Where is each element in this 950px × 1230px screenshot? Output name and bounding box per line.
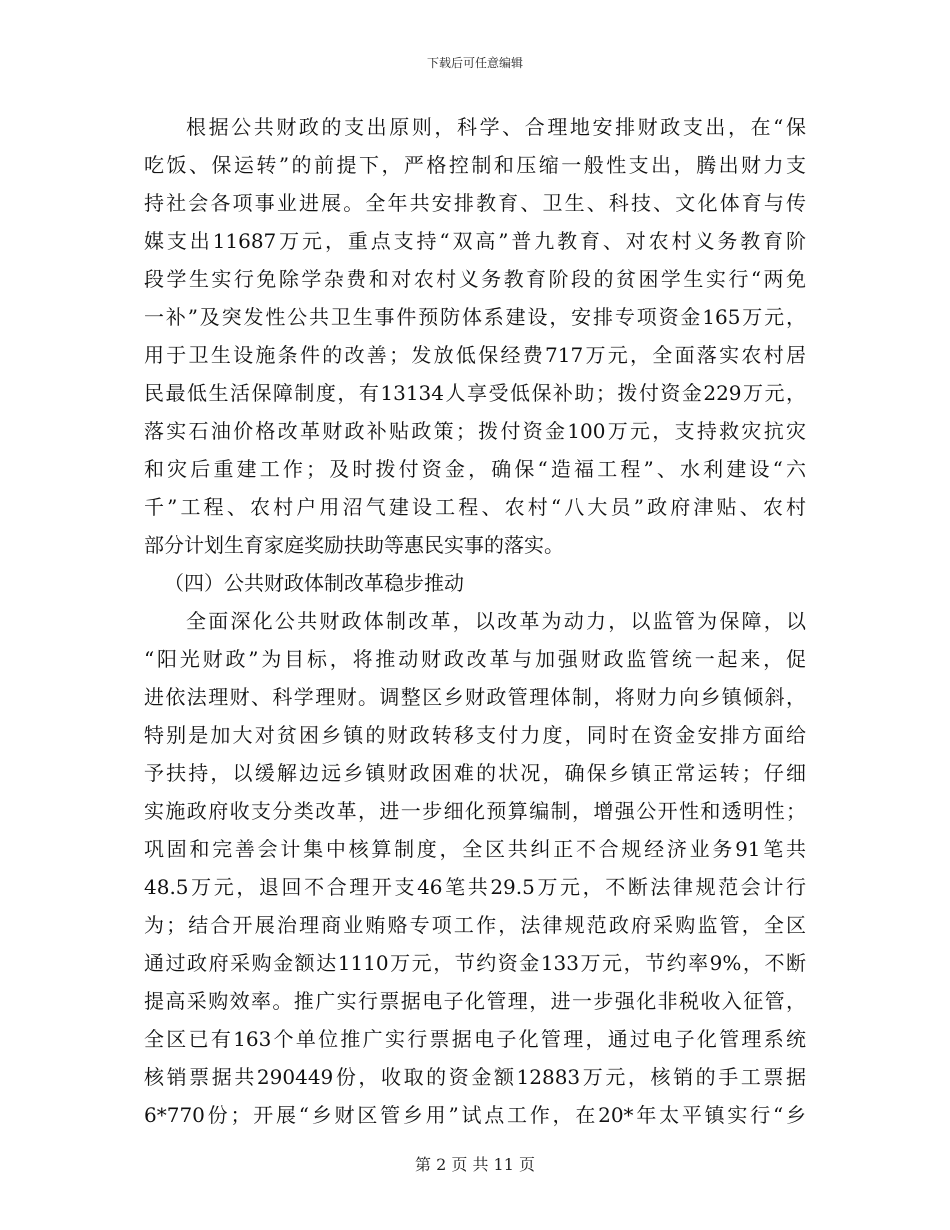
paragraph-line: 持社会各项事业进展。全年共安排教育、卫生、科技、文化体育与传	[144, 191, 806, 215]
paragraph-line: 为；结合开展治理商业贿赂专项工作，法律规范政府采购监管，全区	[144, 913, 806, 937]
paragraph-line: 落实石油价格改革财政补贴政策；拨付资金100万元，支持救灾抗灾	[144, 419, 806, 443]
paragraph-line: “阳光财政”为目标，将推动财政改革与加强财政监管统一起来，促	[144, 647, 806, 671]
paragraph-line: 用于卫生设施条件的改善；发放低保经费717万元，全面落实农村居	[144, 343, 806, 367]
page-number-footer: 第 2 页 共 11 页	[415, 1155, 535, 1174]
section-heading: （四）公共财政体制改革稳步推动	[164, 571, 464, 595]
paragraph-line: 予扶持，以缓解边远乡镇财政困难的状况，确保乡镇正常运转；仔细	[144, 761, 806, 785]
paragraph-line: 全面深化公共财政体制改革，以改革为动力，以监管为保障，以	[186, 609, 806, 633]
paragraph-line: 段学生实行免除学杂费和对农村义务教育阶段的贫困学生实行“两免	[144, 267, 806, 291]
paragraph-line: 特别是加大对贫困乡镇的财政转移支付力度，同时在资金安排方面给	[144, 723, 806, 747]
paragraph-line: 部分计划生育家庭奖励扶助等惠民实事的落实。	[144, 533, 564, 557]
paragraph-line: 6*770份；开展“乡财区管乡用”试点工作，在20*年太平镇实行“乡	[144, 1103, 806, 1127]
paragraph-line: 实施政府收支分类改革，进一步细化预算编制，增强公开性和透明性；	[144, 799, 806, 823]
paragraph-line: 民最低生活保障制度，有13134人享受低保补助；拨付资金229万元，	[144, 381, 806, 405]
page-header: 下载后可任意编辑	[426, 56, 523, 70]
paragraph-line: 媒支出11687万元，重点支持“双高”普九教育、对农村义务教育阶	[144, 229, 806, 253]
paragraph-line: 根据公共财政的支出原则，科学、合理地安排财政支出，在“保	[186, 115, 806, 139]
paragraph-line: 通过政府采购金额达1110万元，节约资金133万元，节约率9%，不断	[144, 951, 806, 975]
paragraph-line: 进依法理财、科学理财。调整区乡财政管理体制，将财力向乡镇倾斜，	[144, 685, 806, 709]
paragraph-line: 48.5万元，退回不合理开支46笔共29.5万元，不断法律规范会计行	[144, 875, 806, 899]
paragraph-line: 巩固和完善会计集中核算制度，全区共纠正不合规经济业务91笔共	[144, 837, 806, 861]
paragraph-line: 一补”及突发性公共卫生事件预防体系建设，安排专项资金165万元，	[144, 305, 806, 329]
paragraph-line: 千”工程、农村户用沼气建设工程、农村“八大员”政府津贴、农村	[144, 495, 806, 519]
paragraph-line: 全区已有163个单位推广实行票据电子化管理，通过电子化管理系统	[144, 1027, 806, 1051]
paragraph-line: 核销票据共290449份，收取的资金额12883万元，核销的手工票据	[144, 1065, 806, 1089]
paragraph-line: 提高采购效率。推广实行票据电子化管理，进一步强化非税收入征管，	[144, 989, 806, 1013]
paragraph-line: 和灾后重建工作；及时拨付资金，确保“造福工程”、水利建设“六	[144, 457, 806, 481]
paragraph-line: 吃饭、保运转”的前提下，严格控制和压缩一般性支出，腾出财力支	[144, 153, 806, 177]
